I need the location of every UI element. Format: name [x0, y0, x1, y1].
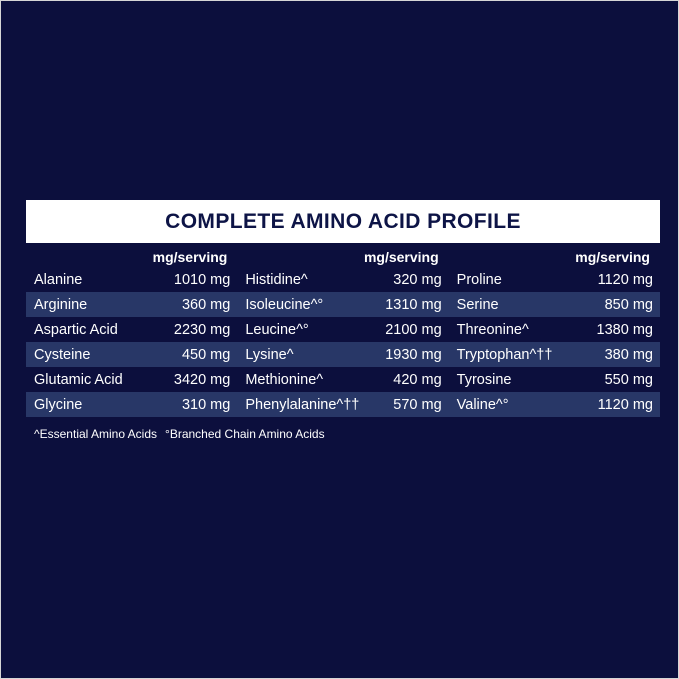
amino-acid-name: Threonine^	[456, 321, 529, 338]
amino-acid-name: Leucine^°	[245, 321, 309, 338]
amino-acid-value: 570 mg	[393, 396, 442, 413]
amino-acid-value: 1120 mg	[597, 271, 653, 288]
footnote	[26, 427, 660, 441]
table-row	[237, 367, 448, 392]
table-row	[26, 292, 237, 317]
panel-title: COMPLETE AMINO ACID PROFILE	[165, 209, 521, 233]
amino-acid-name: Methionine^	[245, 371, 324, 388]
amino-acid-value: 550 mg	[604, 371, 653, 388]
table-row	[449, 292, 660, 317]
amino-acid-name: Tryptophan^††	[456, 346, 553, 363]
table-row	[26, 367, 237, 392]
amino-acid-value: 450 mg	[181, 346, 231, 363]
table-row	[449, 267, 660, 292]
amino-acid-value: 850 mg	[604, 296, 653, 313]
column-header: mg/serving	[152, 249, 228, 265]
amino-acid-name: Valine^°	[456, 396, 509, 413]
table-row	[449, 392, 660, 417]
amino-acid-name: Phenylalanine^††	[245, 396, 360, 413]
amino-acid-value: 2100 mg	[385, 321, 442, 338]
amino-acid-name: Glycine	[34, 396, 83, 413]
amino-acid-value: 320 mg	[393, 271, 442, 288]
table-row	[237, 317, 448, 342]
amino-acid-value: 1120 mg	[597, 396, 653, 413]
amino-acid-name: Proline	[456, 271, 502, 288]
table-row	[237, 292, 448, 317]
column-header: mg/serving	[363, 249, 439, 265]
table-row	[26, 342, 237, 367]
amino-acid-value: 1930 mg	[385, 346, 442, 363]
title-bar	[26, 200, 660, 243]
amino-acid-name: Alanine	[34, 271, 83, 288]
column-header: mg/serving	[575, 249, 650, 265]
amino-acid-value: 1380 mg	[596, 321, 653, 338]
table-row	[26, 392, 237, 417]
amino-acid-value: 1010 mg	[173, 271, 231, 288]
table-row	[449, 367, 660, 392]
amino-acid-value: 360 mg	[181, 296, 231, 313]
footnote-essential: ^Essential Amino Acids	[34, 427, 158, 441]
amino-acid-name: Tyrosine	[456, 371, 512, 388]
table-column-3	[449, 243, 660, 417]
amino-acid-name: Glutamic Acid	[34, 371, 123, 388]
table-row	[237, 267, 448, 292]
amino-acid-value: 3420 mg	[173, 371, 231, 388]
table-row	[237, 342, 448, 367]
amino-acid-panel	[26, 200, 660, 441]
table-row	[449, 342, 660, 367]
table-column-2	[237, 243, 448, 417]
footnote-branched: °Branched Chain Amino Acids	[165, 427, 325, 441]
amino-acid-value: 2230 mg	[173, 321, 231, 338]
table-column-1	[26, 243, 237, 417]
amino-acid-value: 310 mg	[181, 396, 231, 413]
table-row	[449, 317, 660, 342]
table-row	[237, 392, 448, 417]
amino-acid-value: 380 mg	[604, 346, 653, 363]
amino-acid-name: Histidine^	[245, 271, 308, 288]
amino-acid-name: Lysine^	[245, 346, 294, 363]
table-row	[26, 267, 237, 292]
amino-acid-name: Isoleucine^°	[245, 296, 324, 313]
amino-acid-value: 1310 mg	[385, 296, 442, 313]
amino-acid-table	[26, 243, 660, 417]
amino-acid-name: Cysteine	[34, 346, 91, 363]
amino-acid-name: Aspartic Acid	[34, 321, 118, 338]
amino-acid-name: Arginine	[34, 296, 88, 313]
amino-acid-name: Serine	[456, 296, 499, 313]
table-row	[26, 317, 237, 342]
amino-acid-value: 420 mg	[393, 371, 442, 388]
